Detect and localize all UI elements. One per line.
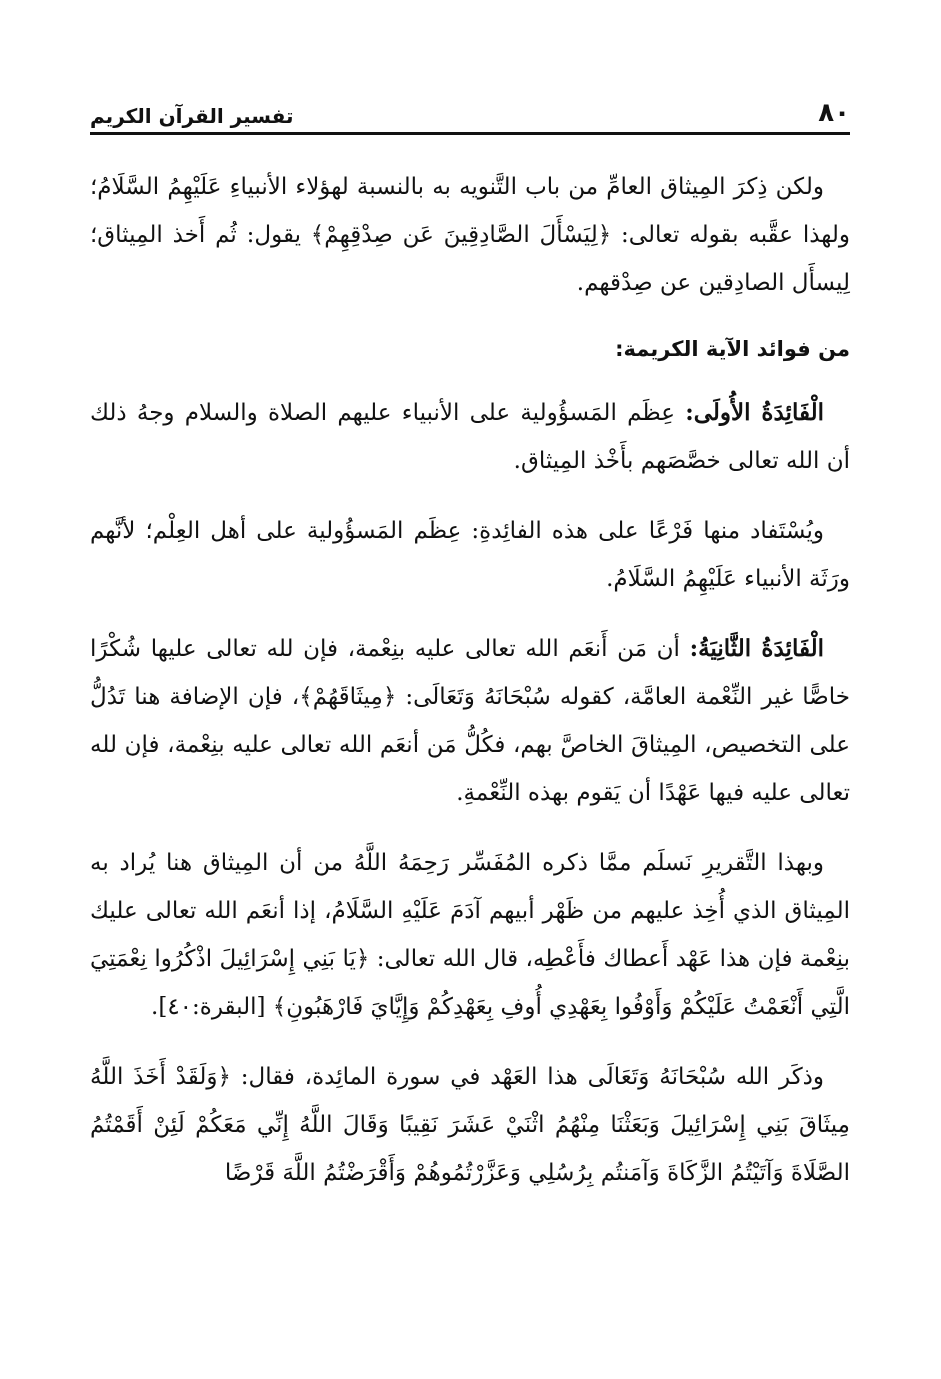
paragraph-corollary: ويُسْتَفاد منها فَرْعًا على هذه الفائِدةِ: عِظَم المَسؤُولية على أهل العِلْم؛ لأنَّهم ورَثَة الأنبياء عَلَيْهِمُ السَّلَامُ.	[90, 518, 850, 592]
benefit-2-label: الْفَائِدَةُ الثَّانِيَةُ:	[689, 635, 824, 662]
paragraph-covenant: وبهذا التَّقريرِ نَسلَم ممَّا ذكره المُفَسِّر رَحِمَهُ اللَّهُ من أن المِيثاق هنا يُراد به المِيثاق الذي أُخِذ عليهم من ظَهْر أبيهم آدَمَ عَلَيْهِ السَّلَامُ، إذا أنعَم الله تعالى عليك بنِعْمة فإن هذا عَهْد أَعطاك فأَعْطِه، قال الله تعالى: ﴿يَا بَنِي إِسْرَائِيلَ اذْكُرُوا نِعْمَتِيَ الَّتِي أَنْعَمْتُ عَلَيْكُمْ وَأَوْفُوا بِعَهْدِي أُوفِ بِعَهْدِكُمْ وَإِيَّايَ فَارْهَبُونِ﴾ [البقرة:٤٠].	[90, 850, 850, 1020]
benefit-1-label: الْفَائِدَةُ الأُولَى:	[685, 399, 824, 426]
book-page	[90, 78, 850, 1338]
page-header	[90, 78, 850, 135]
running-title: تفسير القرآن الكريم	[90, 104, 294, 128]
page-body	[90, 135, 850, 1197]
page-number: ٨٠	[818, 98, 850, 128]
benefit-2-text: أن مَن أَنعَم الله تعالى عليه بنِعْمة، فإن لله تعالى عليها شُكْرًا خاصًّا غير النِّعْمة العامَّة، كقوله سُبْحَانَهُ وَتَعَالَى: ﴿مِيثَاقَهُمْ﴾، فإن الإضافة هنا تَدُلُّ على التخصيص، المِيثاقَ الخاصَّ بهم، فكُلُّ مَن أنعَم الله تعالى عليه بنِعْمة، فإن لله تعالى عليه فيها عَهْدًا أن يَقوم بهذه النِّعْمةِ.	[90, 636, 850, 806]
benefit-1-text: عِظَم المَسؤُولية على الأنبياء عليهم الصلاة والسلام وجهُ ذلك أن الله تعالى خصَّصَهم بأَخْذ المِيثاق.	[90, 400, 850, 474]
benefit-1-paragraph	[90, 389, 850, 485]
benefit-2-paragraph	[90, 625, 850, 817]
paragraph-maidah: وذكَر الله سُبْحَانَهُ وَتَعَالَى هذا العَهْد في سورة المائِدة، فقال: ﴿وَلَقَدْ أَخَذَ اللَّهُ مِيثَاقَ بَنِي إِسْرَائِيلَ وَبَعَثْنَا مِنْهُمُ اثْنَيْ عَشَرَ نَقِيبًا وَقَالَ اللَّهُ إِنِّي مَعَكُمْ لَئِنْ أَقَمْتُمُ الصَّلَاةَ وَآتَيْتُمُ الزَّكَاةَ وَآمَنتُم بِرُسُلِي وَعَزَّرْتُمُوهُمْ وَأَقْرَضْتُمُ اللَّهَ قَرْضًا	[90, 1064, 850, 1186]
section-heading: من فوائد الآية الكريمة:	[615, 337, 850, 361]
paragraph-intro: ولكن ذِكرَ المِيثاق العامِّ من باب التَّنويه به بالنسبة لهؤلاء الأنبياءِ عَلَيْهِمُ السَّلَامُ؛ ولهذا عقَّبه بقوله تعالى: ﴿لِيَسْأَلَ الصَّادِقِينَ عَن صِدْقِهِمْ﴾ يقول: ثُم أَخذ المِيثاق؛ لِيسأَل الصادِقين عن صِدْقهم.	[90, 174, 850, 296]
